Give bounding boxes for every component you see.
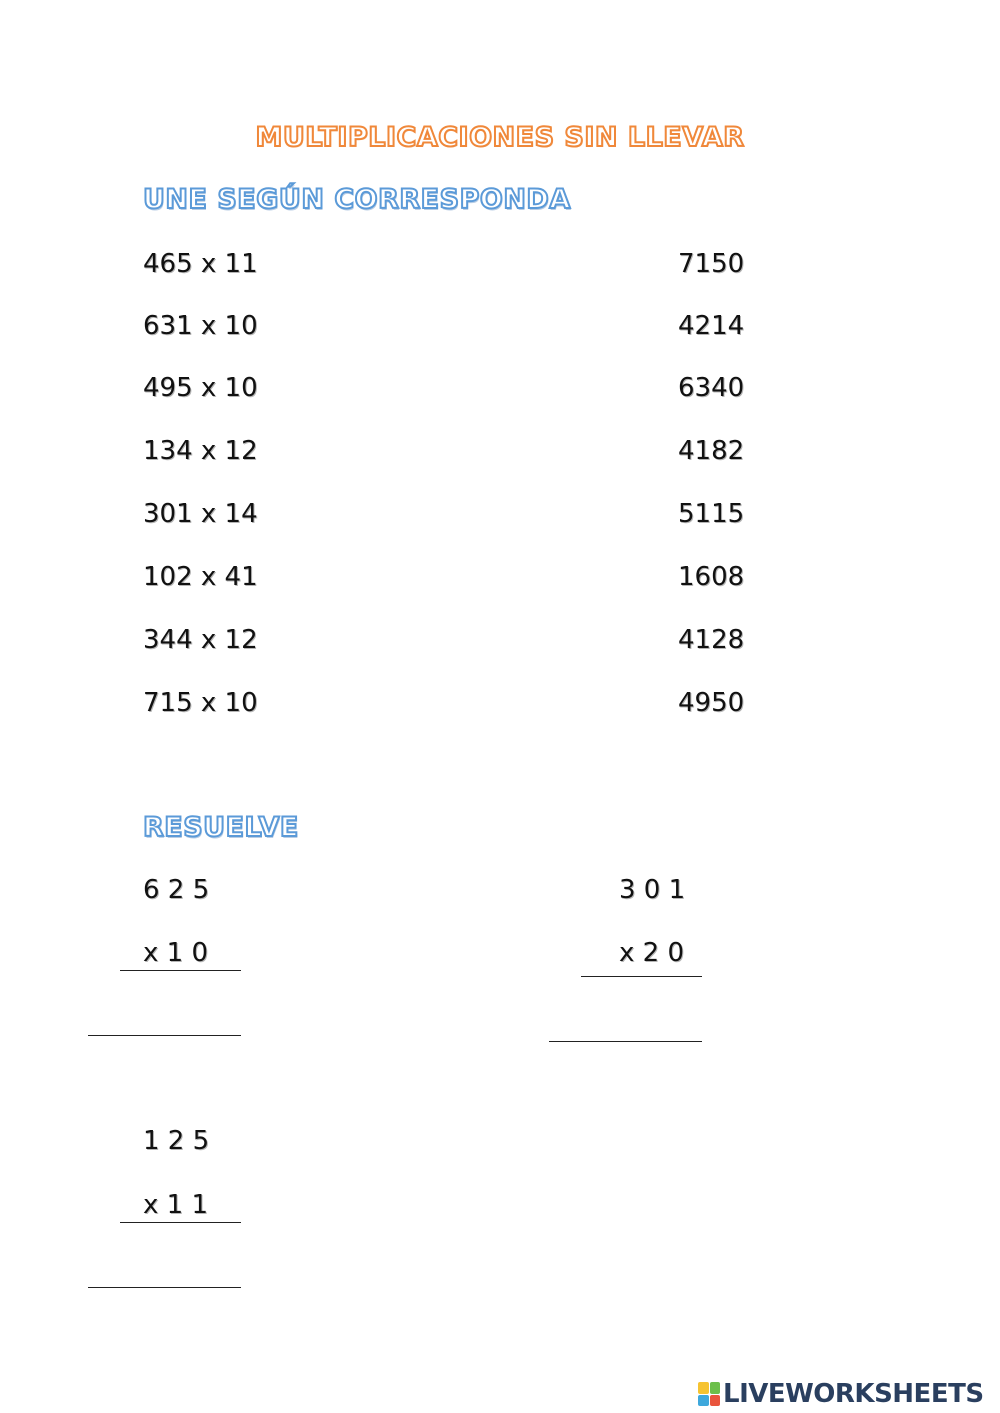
- problem-2-answer-line[interactable]: [549, 1041, 702, 1042]
- problem-1-answer-line[interactable]: [88, 1035, 241, 1036]
- solve-section-heading: RESUELVE: [143, 812, 299, 843]
- problem-2-operation-line: [581, 976, 702, 977]
- problem-3-operation-line: [120, 1222, 241, 1223]
- problem-2-multiplicand: 3 0 1: [619, 875, 686, 905]
- match-left-item[interactable]: 301 x 14: [143, 499, 258, 529]
- problem-2-multiplier: x 2 0: [619, 938, 684, 968]
- match-left-item[interactable]: 465 x 11: [143, 249, 258, 279]
- match-right-item[interactable]: 7150: [678, 249, 745, 279]
- match-right-item[interactable]: 4950: [678, 688, 745, 718]
- match-right-item[interactable]: 1608: [678, 562, 745, 592]
- problem-1-multiplier: x 1 0: [143, 938, 208, 968]
- worksheet-title: MULTIPLICACIONES SIN LLEVAR: [255, 122, 745, 153]
- problem-3-multiplier: x 1 1: [143, 1190, 208, 1220]
- problem-1-operation-line: [120, 970, 241, 971]
- match-left-item[interactable]: 631 x 10: [143, 311, 258, 341]
- match-right-item[interactable]: 5115: [678, 499, 745, 529]
- problem-1-multiplicand: 6 2 5: [143, 875, 210, 905]
- liveworksheets-logo-icon: [698, 1382, 720, 1406]
- problem-3-multiplicand: 1 2 5: [143, 1126, 210, 1156]
- match-right-item[interactable]: 4182: [678, 436, 745, 466]
- match-left-item[interactable]: 715 x 10: [143, 688, 258, 718]
- match-section-heading: UNE SEGÚN CORRESPONDA: [143, 184, 571, 215]
- brand-name: LIVEWORKSHEETS: [723, 1379, 984, 1409]
- match-left-item[interactable]: 344 x 12: [143, 625, 258, 655]
- match-left-item[interactable]: 102 x 41: [143, 562, 258, 592]
- match-left-item[interactable]: 134 x 12: [143, 436, 258, 466]
- match-right-item[interactable]: 4214: [678, 311, 745, 341]
- match-right-item[interactable]: 4128: [678, 625, 745, 655]
- match-right-item[interactable]: 6340: [678, 373, 745, 403]
- problem-3-answer-line[interactable]: [88, 1287, 241, 1288]
- match-left-item[interactable]: 495 x 10: [143, 373, 258, 403]
- liveworksheets-logo: [698, 1378, 984, 1410]
